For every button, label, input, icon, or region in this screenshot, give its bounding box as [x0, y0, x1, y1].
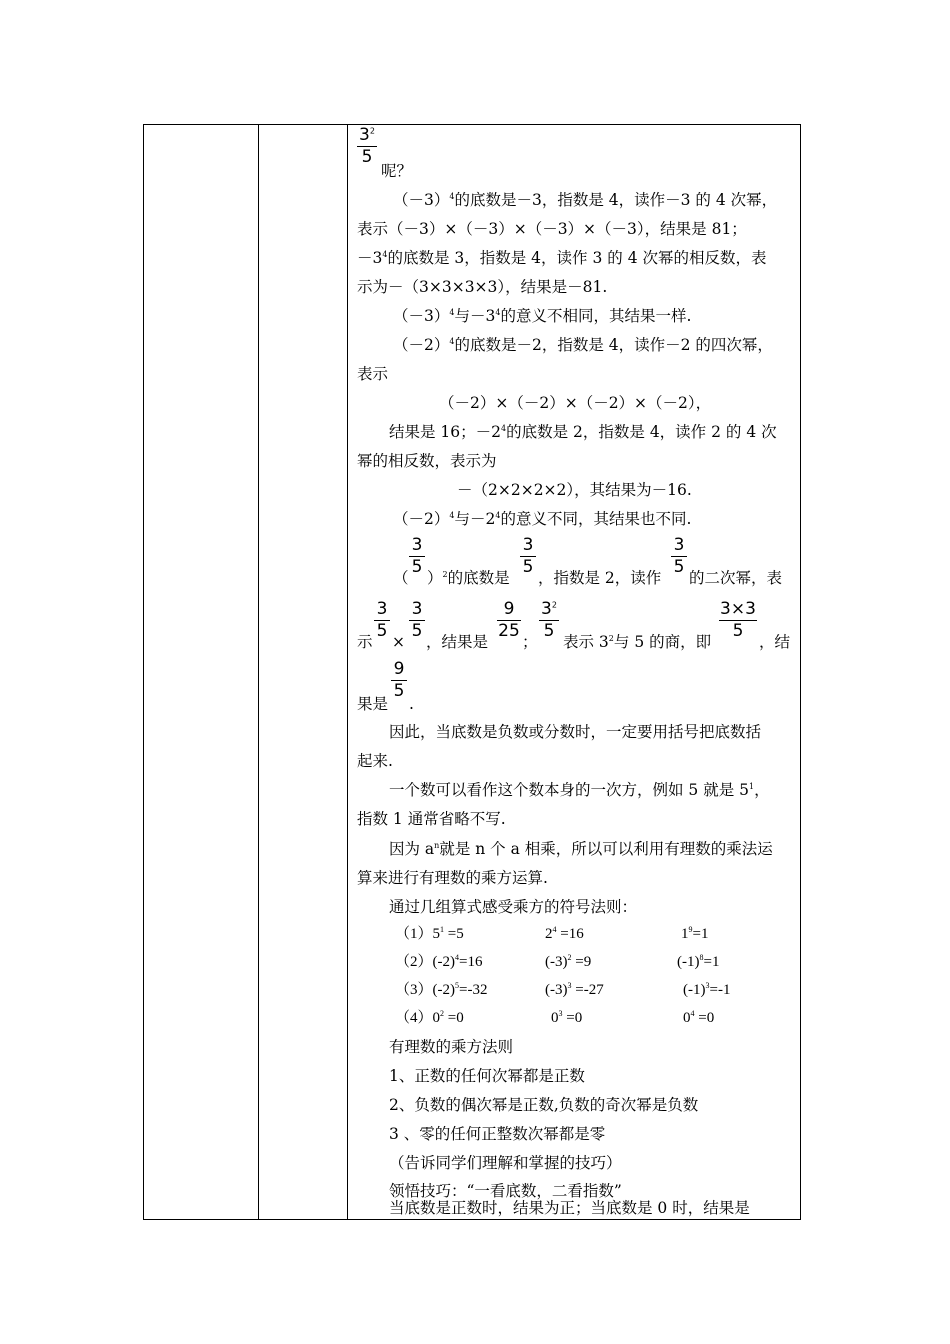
fraction-3-over-5: 3 5 [671, 536, 687, 577]
text-line: ，指数是 2，读作 [538, 569, 662, 587]
text-line: 算来进行有理数的乘方运算. [357, 869, 548, 887]
text-line: （告诉同学们理解和掌握的技巧） [389, 1154, 622, 1172]
text-line: × [392, 633, 405, 651]
text-line: 2、负数的偶次幂是正数,负数的奇次幂是负数 [389, 1096, 699, 1114]
fraction-3-over-5: 3 5 [374, 600, 390, 641]
text-line: $(-2)^4$与$-2^4$的意义不同，其结果也不同. [393, 510, 692, 528]
text-line: $-3^4$的底数是 3，指数是 4，读作 3 的 4 次幂的相反数，表 [357, 249, 767, 267]
text-line: 3 、零的任何正整数次幂都是零 [389, 1125, 606, 1143]
text-line: $(-3)^4$与$-3^4$的意义不相同，其结果一样. [393, 307, 692, 325]
text-line: $(-2)^4$的底数是－2，指数是 4，读作－2 的四次幂， [393, 336, 773, 354]
text-line: 指数 1 通常省略不写. [357, 810, 506, 828]
text-line: 的二次幂，表 [689, 569, 783, 587]
text-line: ）$^2$的底数是 [427, 569, 510, 587]
text-line: 1、正数的任何次幂都是正数 [389, 1067, 585, 1085]
text-line: 示 [357, 633, 373, 651]
text-line: 表示（－3）×（－3）×（－3）×（－3），结果是 81； [357, 220, 747, 238]
text-line: 一个数可以看作这个数本身的一次方，例如 5 就是 $5^1$， [389, 781, 770, 799]
fraction-3-over-5: 3 5 [520, 536, 536, 577]
fraction-3x3-over-5: 3×3 5 [720, 599, 756, 641]
text-line: 表示 [357, 365, 389, 383]
fraction-3sq-over-5: $3^2$ 5 [357, 126, 377, 167]
text-line: 果是 [357, 695, 389, 713]
text-line: 因此，当底数是负数或分数时，一定要用括号把底数括 [389, 723, 762, 741]
text-line: ； [522, 633, 538, 651]
text-line: 当底数是正数时，结果为正；当底数是 0 时，结果是 [389, 1199, 750, 1217]
text-line: 表示 $3^2$与 5 的商，即 [563, 633, 712, 651]
text-line: . [409, 695, 414, 713]
text-line: 领悟技巧：“一看底数，二看指数” [389, 1182, 622, 1200]
column-divider [258, 125, 259, 1219]
text-line: －（2×2×2×2），其结果为－16. [457, 481, 692, 499]
text-line: 结果是 16；$-2^4$的底数是 2，指数是 4，读作 2 的 4 次 [389, 423, 777, 441]
fraction-9-over-25: 9 25 [498, 599, 520, 641]
text-line: 因为 $a^n$就是 n 个 a 相乘，所以可以利用有理数的乘法运 [389, 840, 773, 858]
text-line: 示为－（3×3×3×3），结果是－81. [357, 278, 608, 296]
fraction-9-over-5: 9 5 [391, 660, 407, 701]
fraction-3sq-over-5: $3^2$ 5 [539, 600, 559, 641]
fraction-3-over-5: 3 5 [409, 600, 425, 641]
fraction-3-over-5: 3 5 [409, 536, 425, 577]
content-cell: $3^2$ 5 呢？ $(-3)^4$的底数是－3，指数是 4，读作－3 的 4 次幂， 表示（－3）×（－3）×（－3）×（－3），结果是 81； $-3^4$的底数是 3，指数是 4，读作 3 的 4 次幂的相反数，表 示为－（3×3×3×3），结果是－81. $(-3)^4$与$-3^4$的意义不相同，其结果一样. $(-2)^4$的底数是－2，指数是 4，读作－2 的四次幂， 表示 （－2）×（－2）×（－2）×（－2）， 结果是 16；$-2^4$的底数是 2，指数是 4，读作 2 的 4 次 幂的相反数，表示为 －（2×2×2×2），其结果为－16. $(-2)^4$与$-2^4$的意义不同，其结果也不同. 3 5 3 5 3 5 （ ）$^2$的底数是 ，指数是 2，读作 的二次幂，表 3 5 3 5 9 25 $3^2$ 5 3×3 5 示 × ，结果是 ； 表示 $3^2$与 5 的商，即 ，结 9 5 果是 . 因此，当底数是负数或分数时，一定要用括号把底数括 起来. 一个数可以看作这个数本身的一次方，例如 5 就是 $5^1$， 指数 1 通常省略不写. 因为 $a^n$就是 n 个 a 相乘，所以可以利用有理数的乘法运 算来进行有理数的乘方运算. 通过几组算式感受乘方的符号法则： $(1)5^1 =5$ $2^4 =16$ $1^9=1$ $(2)(-2)^4=16$ $(-3)^2 =9$ $(-1)^8=1$ $(3)(-2)^5=-32$ $(-3)^3 =-27$ $(-1)^3=-1$ $(4)0^2 =0$ $0^3 =0$ $0^4 =0$ 有理数的乘方法则 1、正数的任何次幂都是正数 2、负数的偶次幂是正数,负数的奇次幂是负数 3 、零的任何正整数次幂都是零 （告诉同学们理解和掌握的技巧） 领悟技巧：“一看底数，二看指数” 当底数是正数时，结果为正；当底数是 0 时，结果是 [357, 125, 791, 1217]
text-line: 通过几组算式感受乘方的符号法则： [389, 898, 638, 916]
text-line: 幂的相反数，表示为 [357, 452, 497, 470]
text-line: 有理数的乘方法则 [389, 1038, 514, 1056]
column-divider [347, 125, 348, 1219]
text-line: $(-3)^4$的底数是－3，指数是 4，读作－3 的 4 次幂， [393, 191, 778, 209]
text-line: 呢？ [381, 162, 413, 180]
text-line: ，结果是 [426, 633, 489, 651]
text-line: （ [393, 569, 409, 587]
text-line: （－2）×（－2）×（－2）×（－2）， [439, 394, 712, 412]
text-line: 起来. [357, 752, 393, 770]
text-line: ，结 [759, 633, 791, 651]
